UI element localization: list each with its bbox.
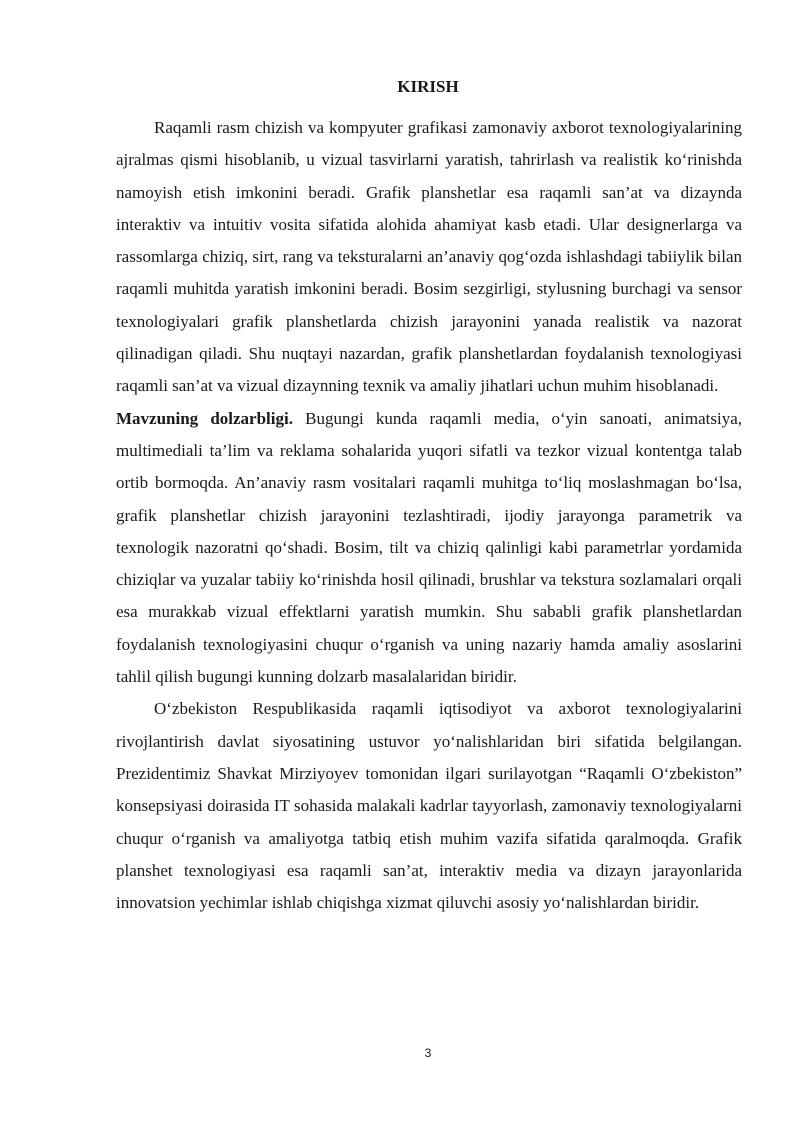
- paragraph-introduction: [116, 112, 742, 403]
- paragraph-introduction-text: Raqamli rasm chizish va kompyuter grafikasi zamonaviy axborot texnologiyalarining ajralmas qismi hisoblanib, u vizual tasvirlarni yaratish, tahrirlash va realistik ko‘rinishda namoyish etish imkonini beradi. Grafik planshetlar esa raqamli san’at va dizaynda interaktiv va intuitiv vosita sifatida alohida ahamiyat kasb etadi. Ular designerlarga va rassomlarga chiziq, sirt, rang va teksturalarni an’anaviy qog‘ozda ishlashdagi tabiiylik bilan raqamli muhitda yaratish imkonini beradi. Bosim sezgirligi, stylusning burchagi va sensor texnologiyalari grafik planshetlarda chizish jarayonini yanada realistik va nazorat qilinadigan qiladi. Shu nuqtayi nazardan, grafik planshetlardan foydalanish texnologiyasi raqamli san’at va vizual dizaynning texnik va amaliy jihatlari uchun muhim hisoblanadi.: [116, 118, 742, 396]
- paragraph-relevance: [116, 403, 742, 694]
- section-heading: KIRISH: [397, 77, 459, 96]
- paragraph-relevance-text: Bugungi kunda raqamli media, o‘yin sanoati, animatsiya, multimediali ta’lim va reklama sohalarida yuqori sifatli va tezkor vizual kontentga talab ortib bormoqda. An’anaviy rasm vositalari raqamli muhitga to‘liq moslashmagan bo‘lsa, grafik planshetlar chizish jarayonini tezlashtiradi, ijodiy jarayonga parametrik va texnologik nazoratni qo‘shadi. Bosim, tilt va chiziq qalinligi kabi parametrlar yordamida chiziqlar va yuzalar tabiiy ko‘rinishda hosil qilinadi, brushlar va tekstura sozlamalari orqali esa murakkab vizual effektlarni yaratish mumkin. Shu sababli grafik planshetlardan foydalanish texnologiyasini chuqur o‘rganish va uning nazariy hamda amaliy asoslarini tahlil qilish bugungi kunning dolzarb masalalaridan biridir.: [116, 408, 742, 687]
- paragraph-uzbekistan-text: O‘zbekiston Respublikasida raqamli iqtisodiyot va axborot texnologiyalarini rivojlantirish davlat siyosatining ustuvor yo‘nalishlaridan biri sifatida belgilangan. Prezidentimiz Shavkat Mirziyoyev tomonidan ilgari surilayotgan “Raqamli O‘zbekiston” konsepsiyasi doirasida IT sohasida malakali kadrlar tayyorlash, zamonaviy texnologiyalarni chuqur o‘rganish va amaliyotga tatbiq etish muhim vazifa sifatida qaralmoqda. Grafik planshet texnologiyasi esa raqamli san’at, interaktiv media va dizayn jarayonlarida innovatsion yechimlar ishlab chiqishga xizmat qiluvchi asosiy yo‘nalishlardan biridir.: [116, 699, 742, 913]
- page-number: 3: [424, 1046, 432, 1060]
- paragraph-relevance-lead: Mavzuning dolzarbligi.: [116, 408, 293, 428]
- body-text: [116, 112, 742, 919]
- paragraph-uzbekistan: [116, 693, 742, 919]
